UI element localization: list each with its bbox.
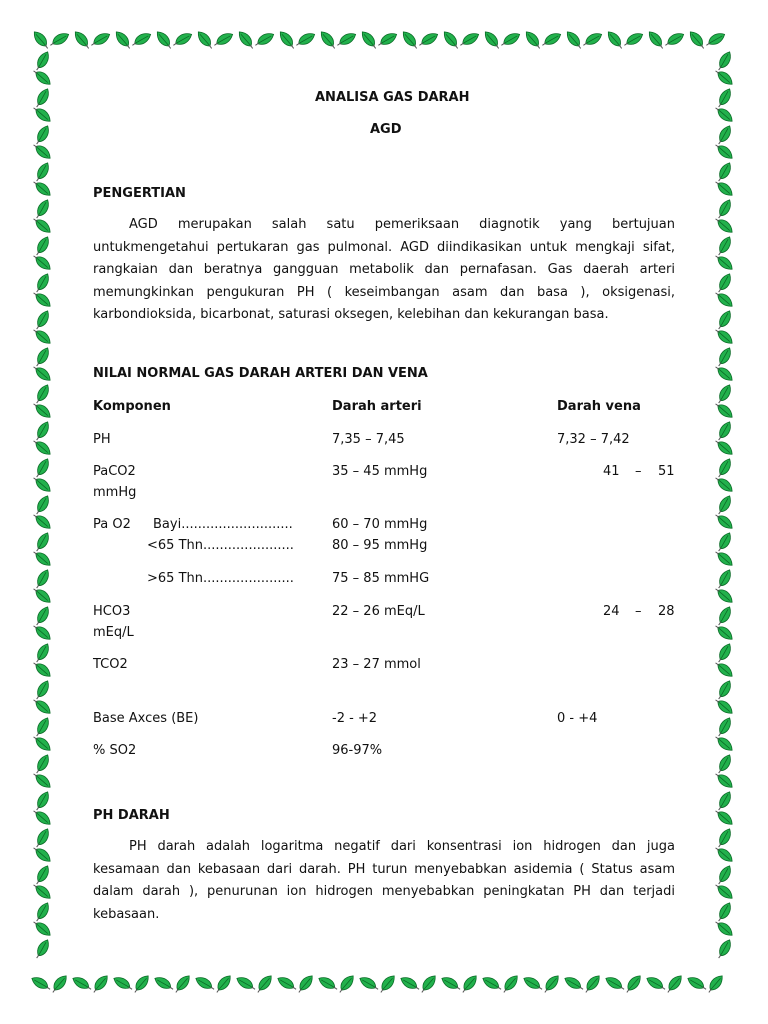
leaf-ornament: [716, 845, 733, 863]
leaf-ornament: [460, 31, 478, 48]
leaf-ornament: [401, 975, 419, 992]
row-pao2-bayi-value: 60 – 70 mmHg: [332, 517, 428, 532]
leaf-ornament: [34, 163, 51, 181]
leaf-ornament: [32, 32, 50, 49]
row-ph-arteri: 7,35 – 7,45: [332, 432, 405, 447]
leaf-ornament: [34, 496, 51, 514]
leaf-ornament: [34, 644, 51, 662]
leaf-ornament: [716, 200, 733, 218]
leaf-ornament: [34, 660, 51, 678]
row-so2-label: % SO2: [93, 743, 137, 758]
row-ph-vena: 7,32 – 7,42: [557, 432, 630, 447]
leaf-ornament: [34, 311, 51, 329]
leaf-ornament: [501, 31, 519, 48]
row-pao2-label: Pa O2: [93, 517, 131, 532]
leaf-ornament: [716, 89, 733, 107]
leaf-ornament: [716, 808, 733, 826]
leaf-ornament: [716, 52, 733, 70]
row-be-arteri: -2 - +2: [332, 711, 378, 726]
leaf-ornament: [716, 179, 733, 197]
leaf-ornament: [50, 31, 68, 48]
leaf-ornament: [91, 31, 109, 48]
leaf-ornament: [716, 364, 733, 382]
leaf-ornament: [34, 549, 51, 567]
leaf-ornament: [214, 31, 232, 48]
leaf-ornament: [716, 903, 733, 921]
leaf-ornament: [155, 975, 173, 992]
leaf-ornament: [34, 829, 51, 847]
leaf-ornament: [34, 512, 51, 530]
row-pao2-over-65-value: 75 – 85 mmHG: [332, 571, 430, 586]
leaf-ornament: [337, 976, 355, 993]
leaf-ornament: [716, 792, 733, 810]
row-hco3-vena-high: 28: [658, 604, 675, 619]
row-hco3-unit: mEq/L: [93, 625, 134, 640]
leaf-ornament: [34, 940, 51, 958]
row-be-vena: 0 - +4: [557, 711, 598, 726]
leaf-ornament: [483, 32, 501, 49]
leaf-ornament: [716, 311, 733, 329]
leaf-ornament: [337, 31, 355, 48]
leaf-ornament: [716, 385, 733, 403]
leaf-ornament: [173, 31, 191, 48]
leaf-ornament: [196, 32, 214, 49]
leaf-ornament: [716, 718, 733, 736]
leaf-ornament: [360, 32, 378, 49]
leaf-ornament: [647, 975, 665, 992]
leaf-ornament: [483, 975, 501, 992]
column-header-darah-arteri: Darah arteri: [332, 399, 422, 414]
leaf-ornament: [716, 644, 733, 662]
leaf-ornament: [606, 975, 624, 992]
leaf-ornament: [442, 32, 460, 49]
row-hco3-label: HCO3: [93, 604, 131, 619]
leaf-ornament: [34, 771, 51, 789]
leaf-ornament: [34, 866, 51, 884]
leaf-ornament: [665, 976, 683, 993]
leaf-ornament: [501, 976, 519, 993]
leaf-ornament: [716, 475, 733, 493]
row-tco2-arteri: 23 – 27 mmol: [332, 657, 421, 672]
leaf-ornament: [624, 976, 642, 993]
row-pao2-under-65-value: 80 – 95 mmHg: [332, 538, 428, 553]
leaf-ornament: [34, 734, 51, 752]
leaf-ornament: [716, 253, 733, 271]
leaf-ornament: [688, 975, 706, 992]
leaf-ornament: [716, 755, 733, 773]
leaf-ornament: [91, 976, 109, 993]
row-paco2-label: PaCO2: [93, 464, 136, 479]
leaf-ornament: [73, 32, 91, 49]
leaf-ornament: [34, 607, 51, 625]
leaf-ornament: [196, 975, 214, 992]
section-heading-nilai-normal: NILAI NORMAL GAS DARAH ARTERI DAN VENA: [93, 366, 428, 381]
leaf-ornament: [34, 52, 51, 70]
leaf-ornament: [34, 792, 51, 810]
pengertian-paragraph: AGD merupakan salah satu pemeriksaan diagnotik yang bertujuan untukmengetahui pertukaran gas pulmonal. AGD diindikasikan untuk mengkaji sifat, rangkaian dan beratnya gangguan metabolik dan pernafasan. Gas daerah arteri memungkinkan pengukuran PH ( keseimbangan asam dan basa ), oksigenasi, karbondioksida, bicarbonat, saturasi oksegen, kelebihan dan kekurangan basa.: [93, 217, 675, 322]
leaf-ornament: [442, 975, 460, 992]
leaf-ornament: [706, 976, 724, 993]
leaf-ornament: [34, 422, 51, 440]
leaf-ornament: [378, 31, 396, 48]
leaf-ornament: [34, 179, 51, 197]
leaf-ornament: [524, 975, 542, 992]
ph-darah-paragraph: PH darah adalah logaritma negatif dari konsentrasi ion hidrogen dan juga kesamaan dan kebasaan dari darah. PH turun menyebabkan asidemia ( Status asam dalam darah ), penurunan ion hidrogen menyebabkan peningkatan PH dan terjadi kebasaan.: [93, 839, 675, 922]
section-heading-ph-darah: PH DARAH: [93, 808, 170, 823]
leaf-ornament: [716, 459, 733, 477]
leaf-ornament: [237, 975, 255, 992]
leaf-ornament: [360, 975, 378, 992]
leaf-ornament: [460, 976, 478, 993]
leaf-ornament: [34, 385, 51, 403]
leaf-ornament: [716, 401, 733, 419]
leaf-ornament: [716, 68, 733, 86]
leaf-ornament: [34, 274, 51, 292]
leaf-ornament: [319, 32, 337, 49]
leaf-ornament: [34, 89, 51, 107]
leaf-ornament: [34, 401, 51, 419]
leaf-ornament: [647, 32, 665, 49]
leaf-ornament: [34, 105, 51, 123]
leaf-ornament: [34, 681, 51, 699]
row-paco2-vena-low: 41: [603, 464, 620, 479]
leaf-ornament: [34, 475, 51, 493]
leaf-ornament: [565, 32, 583, 49]
leaf-ornament: [624, 31, 642, 48]
leaf-ornament: [296, 31, 314, 48]
leaf-ornament: [34, 697, 51, 715]
leaf-ornament: [716, 549, 733, 567]
leaf-ornament: [34, 327, 51, 345]
row-paco2-unit: mmHg: [93, 485, 137, 500]
leaf-ornament: [716, 697, 733, 715]
leaf-ornament: [419, 976, 437, 993]
row-paco2-vena-dash: –: [635, 464, 642, 479]
leaf-ornament: [34, 459, 51, 477]
leaf-ornament: [278, 975, 296, 992]
leaf-ornament: [34, 253, 51, 271]
leaf-ornament: [716, 570, 733, 588]
leaf-ornament: [132, 31, 150, 48]
leaf-ornament: [34, 237, 51, 255]
column-header-komponen: Komponen: [93, 399, 171, 414]
row-tco2-label: TCO2: [93, 657, 128, 672]
leaf-ornament: [34, 364, 51, 382]
leaf-ornament: [716, 327, 733, 345]
leaf-ornament: [319, 975, 337, 992]
leaf-ornament: [34, 882, 51, 900]
leaf-ornament: [34, 126, 51, 144]
leaf-ornament: [34, 623, 51, 641]
leaf-ornament: [716, 607, 733, 625]
leaf-ornament: [542, 31, 560, 48]
leaf-ornament: [716, 438, 733, 456]
leaf-ornament: [524, 32, 542, 49]
leaf-ornament: [50, 976, 68, 993]
leaf-ornament: [716, 623, 733, 641]
leaf-ornament: [114, 975, 132, 992]
leaf-ornament: [34, 903, 51, 921]
leaf-ornament: [716, 290, 733, 308]
leaf-ornament: [155, 32, 173, 49]
page-subtitle: AGD: [370, 122, 402, 137]
leaf-ornament: [34, 216, 51, 234]
leaf-ornament: [716, 734, 733, 752]
leaf-ornament: [565, 975, 583, 992]
leaf-ornament: [401, 32, 419, 49]
leaf-ornament: [716, 771, 733, 789]
leaf-ornament: [716, 681, 733, 699]
row-pao2-under-65: <65 Thn......................: [147, 538, 294, 553]
leaf-ornament: [34, 142, 51, 160]
row-be-label: Base Axces (BE): [93, 711, 199, 726]
page-title: ANALISA GAS DARAH: [315, 90, 470, 105]
leaf-ornament: [296, 976, 314, 993]
leaf-ornament: [716, 274, 733, 292]
leaf-ornament: [278, 32, 296, 49]
leaf-ornament: [34, 68, 51, 86]
leaf-ornament: [34, 438, 51, 456]
leaf-ornament: [716, 533, 733, 551]
leaf-ornament: [688, 32, 706, 49]
leaf-ornament: [34, 586, 51, 604]
row-paco2-arteri: 35 – 45 mmHg: [332, 464, 428, 479]
leaf-ornament: [716, 586, 733, 604]
row-pao2-bayi: Bayi...........................: [153, 517, 293, 532]
leaf-ornament: [34, 808, 51, 826]
leaf-ornament: [716, 496, 733, 514]
leaf-ornament: [716, 348, 733, 366]
leaf-ornament: [716, 142, 733, 160]
row-so2-arteri: 96-97%: [332, 743, 383, 758]
leaf-ornament: [706, 31, 724, 48]
row-ph-label: PH: [93, 432, 111, 447]
leaf-ornament: [173, 976, 191, 993]
leaf-ornament: [716, 660, 733, 678]
leaf-ornament: [132, 976, 150, 993]
leaf-ornament: [542, 976, 560, 993]
leaf-ornament: [716, 829, 733, 847]
leaf-ornament: [214, 976, 232, 993]
leaf-ornament: [378, 976, 396, 993]
leaf-ornament: [716, 105, 733, 123]
section-heading-pengertian: PENGERTIAN: [93, 186, 186, 201]
row-hco3-arteri: 22 – 26 mEq/L: [332, 604, 425, 619]
leaf-ornament: [716, 866, 733, 884]
leaf-ornament: [32, 975, 50, 992]
leaf-ornament: [419, 31, 437, 48]
leaf-ornament: [34, 919, 51, 937]
leaf-ornament: [716, 216, 733, 234]
row-hco3-vena-dash: –: [635, 604, 642, 619]
row-paco2-vena-high: 51: [658, 464, 675, 479]
leaf-ornament: [606, 32, 624, 49]
leaf-ornament: [665, 31, 683, 48]
leaf-ornament: [114, 32, 132, 49]
row-hco3-vena-low: 24: [603, 604, 620, 619]
leaf-ornament: [583, 31, 601, 48]
leaf-ornament: [716, 163, 733, 181]
leaf-ornament: [237, 32, 255, 49]
leaf-ornament: [34, 290, 51, 308]
leaf-ornament: [255, 976, 273, 993]
leaf-ornament: [716, 512, 733, 530]
leaf-ornament: [716, 940, 733, 958]
leaf-ornament: [716, 422, 733, 440]
leaf-ornament: [34, 718, 51, 736]
leaf-ornament: [34, 200, 51, 218]
leaf-ornament: [716, 126, 733, 144]
row-pao2-over-65: >65 Thn......................: [147, 571, 294, 586]
column-header-darah-vena: Darah vena: [557, 399, 641, 414]
leaf-ornament: [716, 237, 733, 255]
leaf-ornament: [583, 976, 601, 993]
leaf-ornament: [34, 348, 51, 366]
leaf-ornament: [34, 755, 51, 773]
leaf-ornament: [34, 570, 51, 588]
leaf-ornament: [716, 919, 733, 937]
leaf-ornament: [34, 845, 51, 863]
leaf-ornament: [73, 975, 91, 992]
leaf-ornament: [34, 533, 51, 551]
leaf-ornament: [255, 31, 273, 48]
leaf-ornament: [716, 882, 733, 900]
